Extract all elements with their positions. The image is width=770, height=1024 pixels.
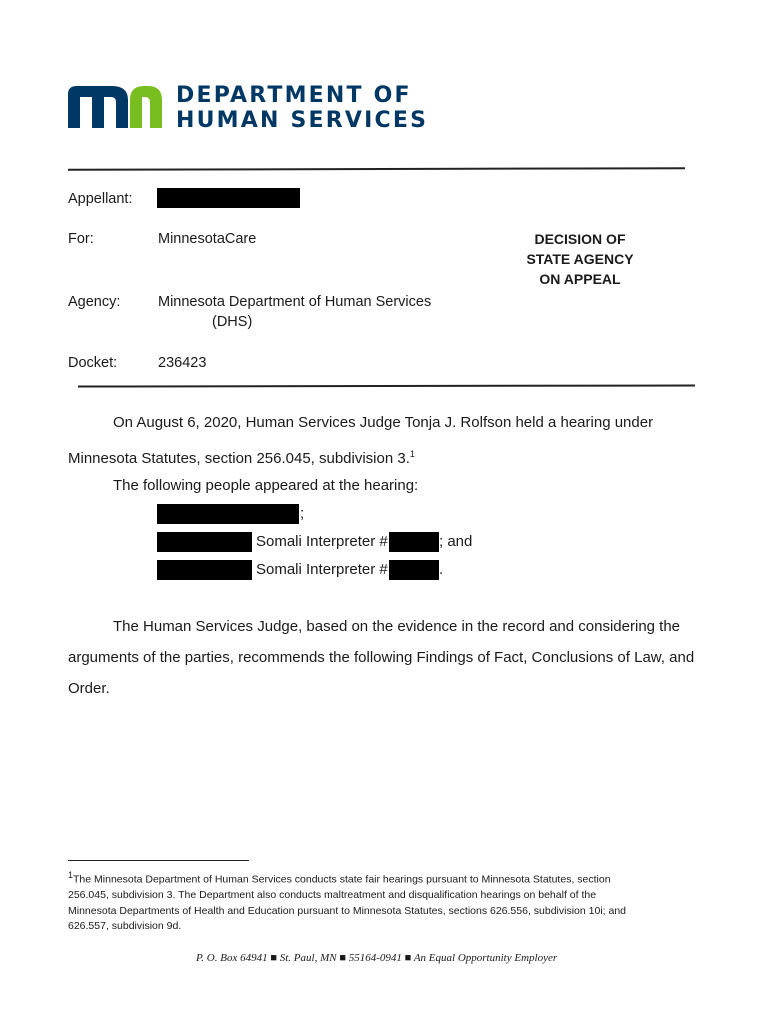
attendee-1-suffix: ; — [300, 505, 305, 522]
footnote-line-2: 256.045, subdivision 3. The Department also conducts maltreatment and disqualification hearings on behalf of the — [68, 889, 597, 901]
logo-line-2: HUMAN SERVICES — [176, 108, 429, 133]
agency-value-line-1: Minnesota Department of Human Services — [158, 294, 432, 310]
redacted-appellant-name — [157, 188, 300, 208]
footnote — [68, 868, 708, 935]
decision-title — [510, 229, 650, 289]
agency-logo-text — [176, 83, 428, 133]
for-value: MinnesotaCare — [158, 231, 257, 247]
attendee-2-text: Somali Interpreter # — [256, 533, 388, 550]
for-label: For: — [68, 231, 94, 247]
footnote-number: 1 — [68, 870, 74, 880]
footnote-ref[interactable]: 1 — [409, 449, 415, 459]
footnote-line-3: Minnesota Departments of Health and Education pursuant to Minnesota Statutes, sections 626.556, subdivision 10i; and — [68, 904, 627, 917]
para2-line-2: arguments of the parties, recommends the following Findings of Fact, Conclusions of Law, and — [68, 649, 695, 666]
docket-value: 236423 — [158, 355, 207, 371]
logo-m-shape — [68, 86, 128, 128]
para1-line-1: On August 6, 2020, Human Services Judge Tonja J. Rolfson held a hearing under — [113, 414, 654, 431]
decision-line-2: STATE AGENCY — [526, 251, 634, 267]
attendee-3-suffix: . — [439, 561, 444, 578]
page-footer: P. O. Box 64941 ■ St. Paul, MN ■ 55164-0941 ■ An Equal Opportunity Employer — [196, 952, 558, 964]
decision-line-3: ON APPEAL — [539, 271, 621, 287]
footnote-line-1-text: The Minnesota Department of Human Services conducts state fair hearings pursuant to Minnesota Statutes, section — [73, 873, 611, 886]
redacted-attendee-2 — [157, 532, 252, 552]
footnote-separator — [68, 860, 249, 861]
logo-n-shape — [130, 86, 162, 128]
mn-logo-mark-icon — [68, 86, 162, 128]
attendee-3-text: Somali Interpreter # — [256, 561, 388, 578]
para1-line-2-text: Minnesota Statutes, section 256.045, subdivision 3. — [68, 450, 410, 467]
para2-line-3: Order. — [68, 680, 110, 697]
para2-line-1: The Human Services Judge, based on the evidence in the record and considering the — [113, 618, 681, 635]
appeared-intro: The following people appeared at the hearing: — [113, 477, 419, 494]
agency-label: Agency: — [68, 294, 121, 310]
redacted-attendee-3 — [157, 560, 252, 580]
footnote-line-1 — [68, 868, 708, 888]
logo-line-1: DEPARTMENT OF — [176, 83, 412, 108]
docket-label: Docket: — [68, 355, 118, 371]
redacted-interpreter-2-number — [389, 532, 439, 552]
redacted-attendee-1 — [157, 504, 299, 524]
para1-line-2 — [68, 444, 415, 469]
agency-value-line-2: (DHS) — [212, 314, 253, 330]
redacted-interpreter-3-number — [389, 560, 439, 580]
appellant-label: Appellant: — [68, 191, 133, 207]
footnote-line-4: 626.557, subdivision 9d. — [68, 920, 182, 932]
attendee-2-suffix: ; and — [439, 533, 473, 550]
header-bottom-rule — [78, 384, 695, 387]
decision-line-1: DECISION OF — [534, 231, 626, 247]
header-top-rule — [68, 167, 685, 171]
